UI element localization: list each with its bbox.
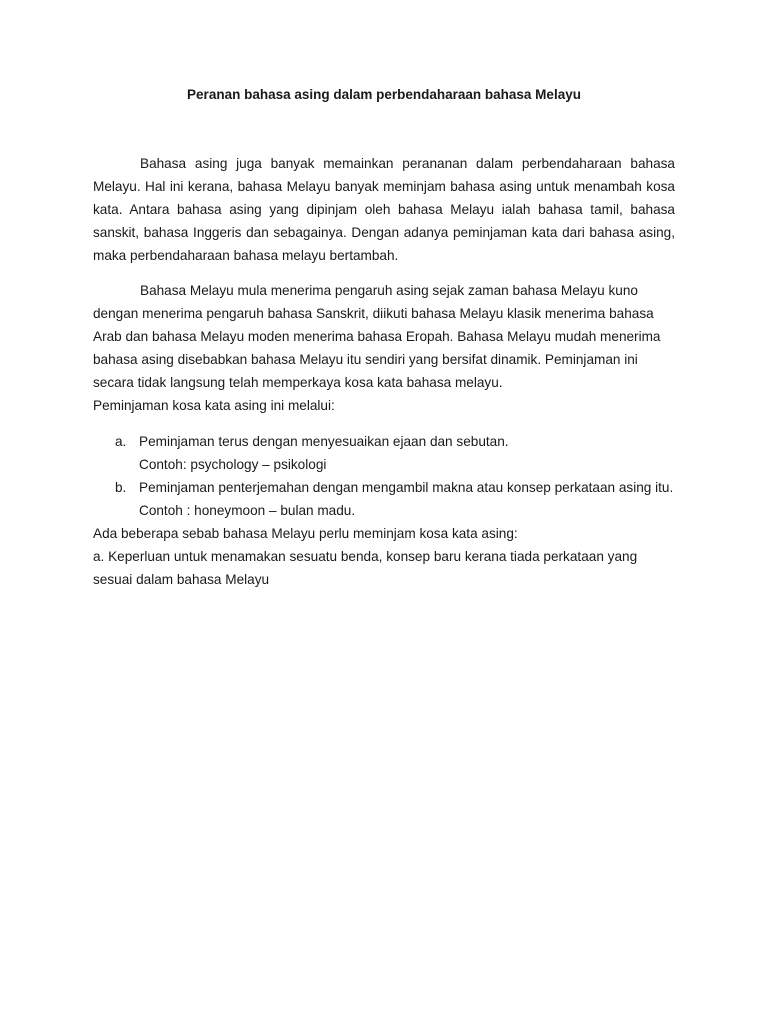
list-item-example: Contoh: psychology – psikologi: [139, 457, 327, 472]
list-item-text: Peminjaman terus dengan menyesuaikan ejaan dan sebutan.: [139, 434, 509, 449]
paragraph-2: Bahasa Melayu mula menerima pengaruh asing sejak zaman bahasa Melayu kuno dengan menerima pengaruh bahasa Sanskrit, diikuti bahasa Melayu klasik menerima bahasa Arab dan bahasa Melayu moden menerima bahasa Eropah. Bahasa Melayu mudah menerima bahasa asing disebabkan bahasa Melayu itu sendiri yang bersifat dinamik. Peminjaman ini secara tidak langsung telah memperkaya kosa kata bahasa melayu.: [93, 283, 661, 390]
reasons-intro: Ada beberapa sebab bahasa Melayu perlu meminjam kosa kata asing:: [93, 526, 518, 541]
borrowing-intro: Peminjaman kosa kata asing ini melalui:: [93, 398, 335, 413]
document-title: Peranan bahasa asing dalam perbendaharaan bahasa Melayu: [187, 87, 581, 102]
list-item-text: Peminjaman penterjemahan dengan mengambil makna atau konsep perkataan asing itu. Contoh : honeymoon – bulan madu.: [139, 480, 674, 518]
paragraph-1: Bahasa asing juga banyak memainkan perananan dalam perbendaharaan bahasa Melayu. Hal ini kerana, bahasa Melayu banyak meminjam bahasa asing untuk menambah kosa kata. Antara bahasa asing yang dipinjam oleh bahasa Melayu ialah bahasa tamil, bahasa sanskit, bahasa Inggeris dan sebagainya. Dengan adanya peminjaman kata dari bahasa asing, maka perbendaharaan bahasa melayu bertambah.: [93, 156, 675, 263]
list-marker-a: a.: [115, 434, 127, 449]
list-item: [93, 430, 675, 476]
borrowing-methods-list: [93, 430, 675, 522]
list-marker-b: b.: [115, 480, 127, 495]
reason-item: a. Keperluan untuk menamakan sesuatu benda, konsep baru kerana tiada perkataan yang sesuai dalam bahasa Melayu: [93, 549, 638, 587]
document-body: [93, 152, 675, 591]
list-item: [93, 476, 675, 522]
